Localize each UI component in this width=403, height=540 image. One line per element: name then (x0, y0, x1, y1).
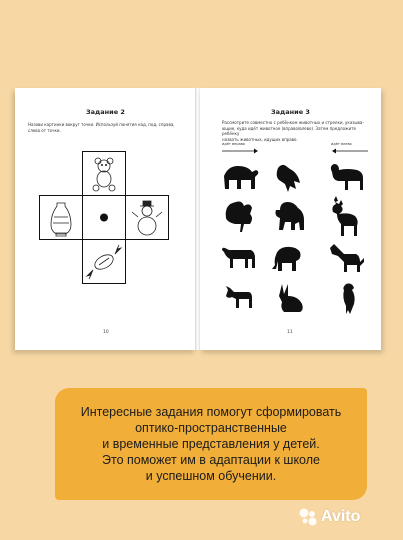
vase-icon (51, 203, 71, 236)
caption-text: Интересные задания помогут сформировать оптико-пространственные и временные представления у детей. Это поможет им в адаптации к школе и успешном обучении. (80, 405, 342, 483)
moose-icon (332, 196, 357, 236)
hare-icon (279, 284, 303, 312)
right-page-number: 11 (287, 330, 293, 335)
animals-grid (220, 156, 370, 326)
avito-logo-text: Avito (321, 508, 361, 525)
eagle-icon (277, 165, 300, 192)
label-walks-right: идёт вправо (222, 142, 245, 146)
right-page (200, 88, 381, 350)
parrot-icon (343, 284, 354, 315)
turkey-icon (226, 202, 252, 233)
left-page (15, 88, 196, 350)
right-page-instruction: Рассмотрите совместно с ребёнком животных и стрелки, указыва- ющие, куда идёт животное (вправо/влево). Затем предложите ребёнку назвать животных, идущих вправо. (222, 120, 364, 142)
cross-grid (38, 143, 170, 293)
workbook-spread (15, 80, 388, 358)
left-page-number: 10 (103, 330, 109, 335)
label-walks-left: идёт влево (331, 142, 352, 146)
cow-icon (222, 248, 255, 268)
caption-box (55, 388, 367, 500)
avito-watermark (298, 507, 360, 527)
goat-icon (226, 286, 252, 308)
snowman-icon (132, 201, 162, 235)
bear-icon (224, 166, 258, 189)
elephant-icon (272, 247, 301, 271)
ram-icon (331, 164, 363, 190)
right-page-title: Задание 3 (271, 108, 310, 116)
arrow-right-icon (222, 149, 258, 154)
left-page-title: Задание 2 (86, 108, 125, 116)
dog-icon (330, 244, 364, 272)
teddy-bear-icon (93, 158, 115, 191)
avito-dots-icon (298, 507, 318, 527)
center-dot (100, 214, 108, 222)
direction-arrows (220, 148, 370, 154)
gorilla-icon (276, 202, 305, 230)
candy-icon (87, 245, 121, 279)
arrow-left-icon (332, 149, 368, 154)
left-page-instruction: Назови картинки вокруг точки. Используй понятия над, под, справа, слева от точки. (28, 122, 175, 133)
